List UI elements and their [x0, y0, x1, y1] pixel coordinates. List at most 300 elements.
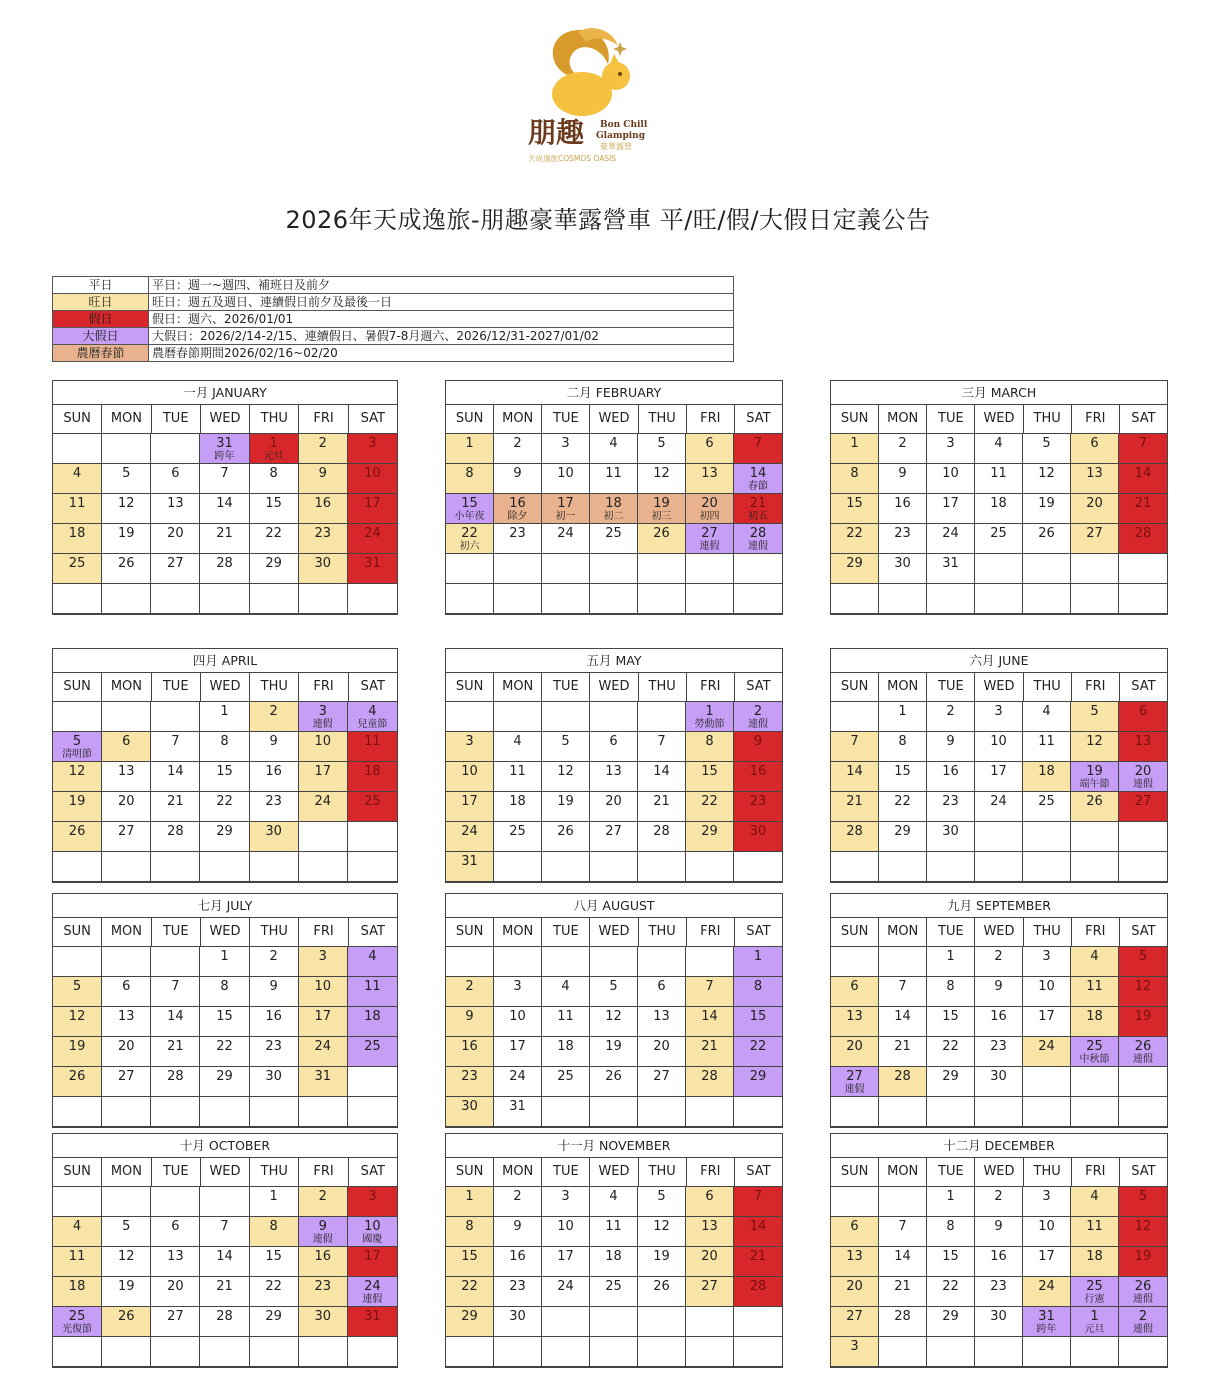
day-note: 跨年	[214, 451, 235, 462]
day-number: 23	[314, 526, 332, 541]
day-cell	[927, 702, 975, 732]
day-number: 27	[701, 526, 718, 541]
day-cell	[542, 1007, 590, 1037]
day-cell	[590, 947, 638, 977]
weekday-header: SUN	[831, 673, 879, 701]
day-number: 26	[557, 824, 574, 839]
day-number: 12	[117, 1249, 135, 1264]
day-cell	[1071, 702, 1119, 732]
day-cell	[831, 1247, 879, 1277]
day-number: 30	[990, 1069, 1007, 1084]
day-cell	[348, 1307, 397, 1337]
day-cell	[494, 732, 542, 762]
day-cell	[879, 554, 927, 584]
weekday-header: THU	[1024, 918, 1072, 946]
month-calendar	[830, 1133, 1168, 1368]
day-number: 4	[994, 436, 1003, 451]
day-cell	[1071, 494, 1119, 524]
day-cell	[1119, 762, 1167, 792]
weekday-header: THU	[250, 918, 299, 946]
day-cell	[542, 1277, 590, 1307]
day-cell	[250, 947, 299, 977]
day-cell	[1119, 584, 1167, 614]
day-number: 18	[605, 1249, 622, 1264]
day-cell	[542, 434, 590, 464]
day-cell	[1071, 1277, 1119, 1307]
day-cell	[590, 822, 638, 852]
day-cell	[1119, 792, 1167, 822]
day-number: 9	[946, 734, 955, 749]
day-number: 8	[946, 979, 955, 994]
day-number: 10	[1038, 979, 1055, 994]
day-cell	[102, 1067, 151, 1097]
day-cell	[734, 702, 782, 732]
day-cell	[590, 762, 638, 792]
day-cell	[638, 702, 686, 732]
day-number: 16	[942, 764, 959, 779]
day-cell	[250, 1277, 299, 1307]
day-cell	[151, 494, 200, 524]
day-note: 初四	[699, 511, 720, 522]
day-number: 13	[117, 764, 135, 779]
day-number: 7	[850, 734, 859, 749]
day-number: 3	[1042, 949, 1051, 964]
day-cell	[927, 852, 975, 882]
day-cell	[542, 1067, 590, 1097]
day-number: 14	[846, 764, 863, 779]
day-number: 11	[1086, 1219, 1103, 1234]
day-number: 25	[68, 1309, 86, 1324]
day-cell	[590, 1217, 638, 1247]
day-cell	[102, 1337, 151, 1367]
day-cell	[831, 494, 879, 524]
day-number: 28	[216, 556, 233, 571]
day-cell	[734, 1247, 782, 1277]
day-cell	[53, 524, 102, 554]
day-number: 9	[513, 1219, 522, 1234]
day-number: 16	[749, 764, 767, 779]
day-cell	[879, 524, 927, 554]
day-cell	[494, 762, 542, 792]
day-number: 25	[605, 526, 622, 541]
day-number: 21	[216, 526, 233, 541]
day-cell	[348, 1007, 397, 1037]
day-note: 初六	[459, 541, 480, 552]
weekday-header-row	[831, 673, 1167, 702]
day-cell	[638, 464, 686, 494]
day-number: 15	[942, 1249, 959, 1264]
day-number: 2	[318, 436, 327, 451]
day-note: 元旦	[263, 451, 284, 462]
day-note: 連假	[748, 719, 768, 730]
weekday-header: FRI	[687, 673, 735, 701]
day-cell	[734, 524, 782, 554]
day-cell	[53, 977, 102, 1007]
day-number: 21	[653, 794, 670, 809]
day-cell	[494, 1217, 542, 1247]
day-cell	[975, 1067, 1023, 1097]
day-cell	[348, 1217, 397, 1247]
day-cell	[734, 732, 782, 762]
day-cell	[446, 822, 494, 852]
day-number: 16	[314, 496, 332, 511]
day-cell	[975, 434, 1023, 464]
day-cell	[151, 1097, 200, 1127]
day-cell	[1023, 822, 1071, 852]
day-number: 3	[561, 1189, 570, 1204]
day-number: 13	[117, 1009, 135, 1024]
day-cell	[927, 524, 975, 554]
day-number: 16	[265, 1009, 282, 1024]
day-cell	[638, 947, 686, 977]
day-cell	[151, 822, 200, 852]
day-number: 18	[364, 1009, 381, 1024]
day-cell	[590, 1337, 638, 1367]
day-number: 3	[561, 436, 570, 451]
day-number: 13	[701, 466, 718, 481]
day-number: 2	[513, 1189, 522, 1204]
day-cell	[1023, 1187, 1071, 1217]
day-cell	[1119, 1307, 1167, 1337]
day-cell	[975, 1037, 1023, 1067]
day-number: 21	[167, 1039, 184, 1054]
day-number: 24	[1038, 1279, 1055, 1294]
day-cell	[1119, 1097, 1167, 1127]
day-cell	[975, 464, 1023, 494]
day-number: 27	[846, 1309, 863, 1324]
day-cell	[975, 554, 1023, 584]
day-number: 30	[265, 824, 282, 839]
day-cell	[494, 1007, 542, 1037]
day-cell	[734, 1277, 782, 1307]
weekday-header: FRI	[1072, 405, 1120, 433]
day-number: 25	[364, 794, 381, 809]
day-cell	[348, 1277, 397, 1307]
day-cell	[975, 1307, 1023, 1337]
day-number: 27	[846, 1069, 863, 1084]
day-cell	[1023, 732, 1071, 762]
day-number: 29	[701, 824, 718, 839]
day-cell	[638, 584, 686, 614]
day-cell	[151, 852, 200, 882]
day-cell	[53, 464, 102, 494]
day-number: 31	[461, 854, 478, 869]
day-number: 28	[167, 824, 184, 839]
day-cell	[975, 1337, 1023, 1367]
day-cell	[250, 1067, 299, 1097]
day-number: 15	[701, 764, 718, 779]
day-cell	[1119, 732, 1167, 762]
legend-text: 平日：週一~週四、補班日及前夕	[149, 277, 734, 294]
day-number: 17	[364, 496, 381, 511]
day-cell	[879, 732, 927, 762]
day-cell	[299, 702, 348, 732]
day-cell	[686, 702, 734, 732]
day-number: 29	[894, 824, 911, 839]
day-cell	[446, 947, 494, 977]
svg-text:Glamping: Glamping	[596, 131, 646, 141]
day-cell	[686, 434, 734, 464]
day-number: 19	[605, 1039, 622, 1054]
day-cell	[299, 762, 348, 792]
day-cell	[1119, 1187, 1167, 1217]
day-number: 8	[465, 1219, 474, 1234]
day-cell	[734, 1337, 782, 1367]
day-cell	[446, 762, 494, 792]
month-title: 七月 JULY	[53, 894, 397, 918]
day-cell	[831, 822, 879, 852]
legend-text: 大假日：2026/2/14-2/15、連續假日、暑假7-8月週六、2026/12/31-2027/01/02	[149, 328, 734, 345]
day-cell	[831, 1217, 879, 1247]
day-cell	[494, 494, 542, 524]
day-cell	[590, 464, 638, 494]
legend-label: 大假日	[53, 328, 149, 345]
day-cell	[590, 1037, 638, 1067]
day-cell	[446, 1037, 494, 1067]
day-cell	[53, 434, 102, 464]
day-number: 6	[657, 979, 666, 994]
day-number: 19	[653, 1249, 670, 1264]
day-cell	[348, 1187, 397, 1217]
day-number: 9	[269, 979, 278, 994]
day-cell	[200, 524, 249, 554]
day-number: 17	[557, 496, 574, 511]
day-number: 30	[314, 556, 332, 571]
day-cell	[975, 822, 1023, 852]
day-cell	[975, 1217, 1023, 1247]
weekday-header: FRI	[299, 405, 348, 433]
day-number: 30	[461, 1099, 478, 1114]
day-cell	[494, 584, 542, 614]
day-number: 21	[1134, 496, 1152, 511]
day-cell	[975, 494, 1023, 524]
day-cell	[879, 1007, 927, 1037]
weekday-header: SUN	[53, 673, 102, 701]
day-number: 29	[461, 1309, 478, 1324]
day-cell	[927, 732, 975, 762]
day-cell	[686, 977, 734, 1007]
svg-text:Bon Chill: Bon Chill	[600, 120, 648, 130]
day-cell	[250, 1007, 299, 1037]
day-cell	[638, 1187, 686, 1217]
day-cell	[831, 1067, 879, 1097]
weekday-header: SUN	[446, 1158, 494, 1186]
day-number: 3	[850, 1339, 859, 1354]
day-number: 23	[894, 526, 911, 541]
day-cell	[200, 464, 249, 494]
day-cell	[1071, 554, 1119, 584]
day-number: 16	[894, 496, 911, 511]
day-cell	[348, 1037, 397, 1067]
weekday-header: WED	[590, 918, 638, 946]
day-cell	[686, 792, 734, 822]
day-cell	[734, 1037, 782, 1067]
day-number: 29	[942, 1069, 959, 1084]
day-cell	[250, 1217, 299, 1247]
day-number: 30	[942, 824, 959, 839]
day-cell	[975, 732, 1023, 762]
svg-text:天成逸旅COSMOS OASIS: 天成逸旅COSMOS OASIS	[528, 154, 617, 163]
weekday-header: SUN	[831, 918, 879, 946]
day-cell	[151, 584, 200, 614]
weekday-header: SUN	[831, 1158, 879, 1186]
day-cell	[831, 464, 879, 494]
day-cell	[1023, 1277, 1071, 1307]
day-cell	[879, 1217, 927, 1247]
day-cell	[686, 554, 734, 584]
day-number: 12	[653, 466, 670, 481]
day-number: 14	[701, 1009, 718, 1024]
svg-text:朋趣: 朋趣	[528, 116, 585, 149]
day-cell	[686, 1217, 734, 1247]
day-cell	[590, 1067, 638, 1097]
day-number: 26	[653, 526, 670, 541]
day-cell	[638, 524, 686, 554]
weekday-header: MON	[494, 673, 542, 701]
day-cell	[348, 494, 397, 524]
day-cell	[686, 464, 734, 494]
day-number: 12	[1086, 734, 1103, 749]
day-number: 27	[701, 1279, 718, 1294]
day-number: 22	[216, 794, 233, 809]
weekday-header: MON	[879, 673, 927, 701]
day-cell	[638, 762, 686, 792]
day-number: 20	[117, 794, 135, 809]
day-grid	[53, 1187, 397, 1367]
day-number: 14	[653, 764, 670, 779]
day-cell	[1071, 792, 1119, 822]
day-cell	[927, 822, 975, 852]
day-cell	[975, 792, 1023, 822]
day-cell	[446, 1217, 494, 1247]
day-cell	[879, 1307, 927, 1337]
day-number: 3	[1042, 1189, 1051, 1204]
day-number: 12	[605, 1009, 622, 1024]
day-cell	[686, 1337, 734, 1367]
day-cell	[927, 554, 975, 584]
day-cell	[200, 1007, 249, 1037]
day-number: 14	[749, 1219, 767, 1234]
day-note: 國慶	[362, 1234, 383, 1245]
day-number: 4	[1090, 949, 1099, 964]
day-cell	[151, 1037, 200, 1067]
day-number: 8	[753, 979, 763, 994]
day-cell	[200, 1187, 249, 1217]
day-cell	[542, 1097, 590, 1127]
day-note: 連假	[1133, 1294, 1153, 1305]
day-cell	[1119, 852, 1167, 882]
day-cell	[1071, 1247, 1119, 1277]
day-cell	[299, 464, 348, 494]
day-number: 14	[1134, 466, 1152, 481]
weekday-header: TUE	[542, 918, 590, 946]
day-cell	[250, 792, 299, 822]
day-cell	[831, 852, 879, 882]
day-number: 28	[216, 1309, 233, 1324]
month-calendar	[52, 893, 398, 1128]
weekday-header: THU	[1024, 405, 1072, 433]
day-cell	[1119, 524, 1167, 554]
day-cell	[446, 702, 494, 732]
day-cell	[1023, 524, 1071, 554]
day-cell	[831, 762, 879, 792]
day-cell	[831, 434, 879, 464]
legend-text: 旺日：週五及週日、連續假日前夕及最後一日	[149, 294, 734, 311]
day-cell	[446, 584, 494, 614]
day-cell	[1119, 464, 1167, 494]
day-number: 17	[509, 1039, 526, 1054]
day-cell	[151, 1247, 200, 1277]
day-number: 15	[942, 1009, 959, 1024]
weekday-header: WED	[975, 918, 1023, 946]
day-cell	[494, 1037, 542, 1067]
weekday-header: SAT	[746, 411, 771, 426]
day-number: 19	[1086, 764, 1103, 779]
day-number: 3	[465, 734, 474, 749]
day-cell	[542, 792, 590, 822]
day-cell	[927, 1307, 975, 1337]
day-cell	[446, 464, 494, 494]
day-number: 21	[749, 496, 767, 511]
day-number: 26	[1038, 526, 1055, 541]
day-cell	[927, 1037, 975, 1067]
day-number: 19	[653, 496, 670, 511]
day-number: 8	[220, 734, 229, 749]
weekday-header: SAT	[1131, 1164, 1156, 1179]
day-cell	[299, 1187, 348, 1217]
day-cell	[446, 1007, 494, 1037]
day-cell	[494, 702, 542, 732]
day-cell	[200, 822, 249, 852]
day-number: 10	[557, 466, 574, 481]
day-cell	[348, 584, 397, 614]
day-cell	[590, 434, 638, 464]
day-cell	[734, 584, 782, 614]
day-number: 1	[946, 1189, 955, 1204]
day-cell	[102, 1217, 151, 1247]
day-number: 9	[898, 466, 907, 481]
day-cell	[53, 792, 102, 822]
day-number: 20	[167, 1279, 184, 1294]
day-number: 6	[122, 979, 131, 994]
day-number: 18	[68, 526, 86, 541]
day-cell	[1071, 822, 1119, 852]
day-number: 15	[894, 764, 911, 779]
day-cell	[1071, 1337, 1119, 1367]
day-number: 5	[72, 979, 82, 994]
day-cell	[638, 1247, 686, 1277]
day-cell	[494, 977, 542, 1007]
day-cell	[250, 977, 299, 1007]
day-number: 17	[1038, 1009, 1055, 1024]
day-cell	[102, 1307, 151, 1337]
day-cell	[102, 947, 151, 977]
month-calendar	[830, 648, 1168, 883]
legend-text: 假日：週六、2026/01/01	[149, 311, 734, 328]
weekday-header: THU	[639, 673, 687, 701]
day-cell	[638, 1097, 686, 1127]
day-cell	[975, 762, 1023, 792]
day-cell	[446, 1337, 494, 1367]
day-cell	[831, 1037, 879, 1067]
day-cell	[250, 1307, 299, 1337]
month-title: 十一月 NOVEMBER	[446, 1134, 782, 1158]
day-number: 19	[117, 526, 135, 541]
day-cell	[1071, 852, 1119, 882]
day-cell	[494, 1277, 542, 1307]
day-grid	[446, 434, 782, 614]
day-cell	[299, 494, 348, 524]
